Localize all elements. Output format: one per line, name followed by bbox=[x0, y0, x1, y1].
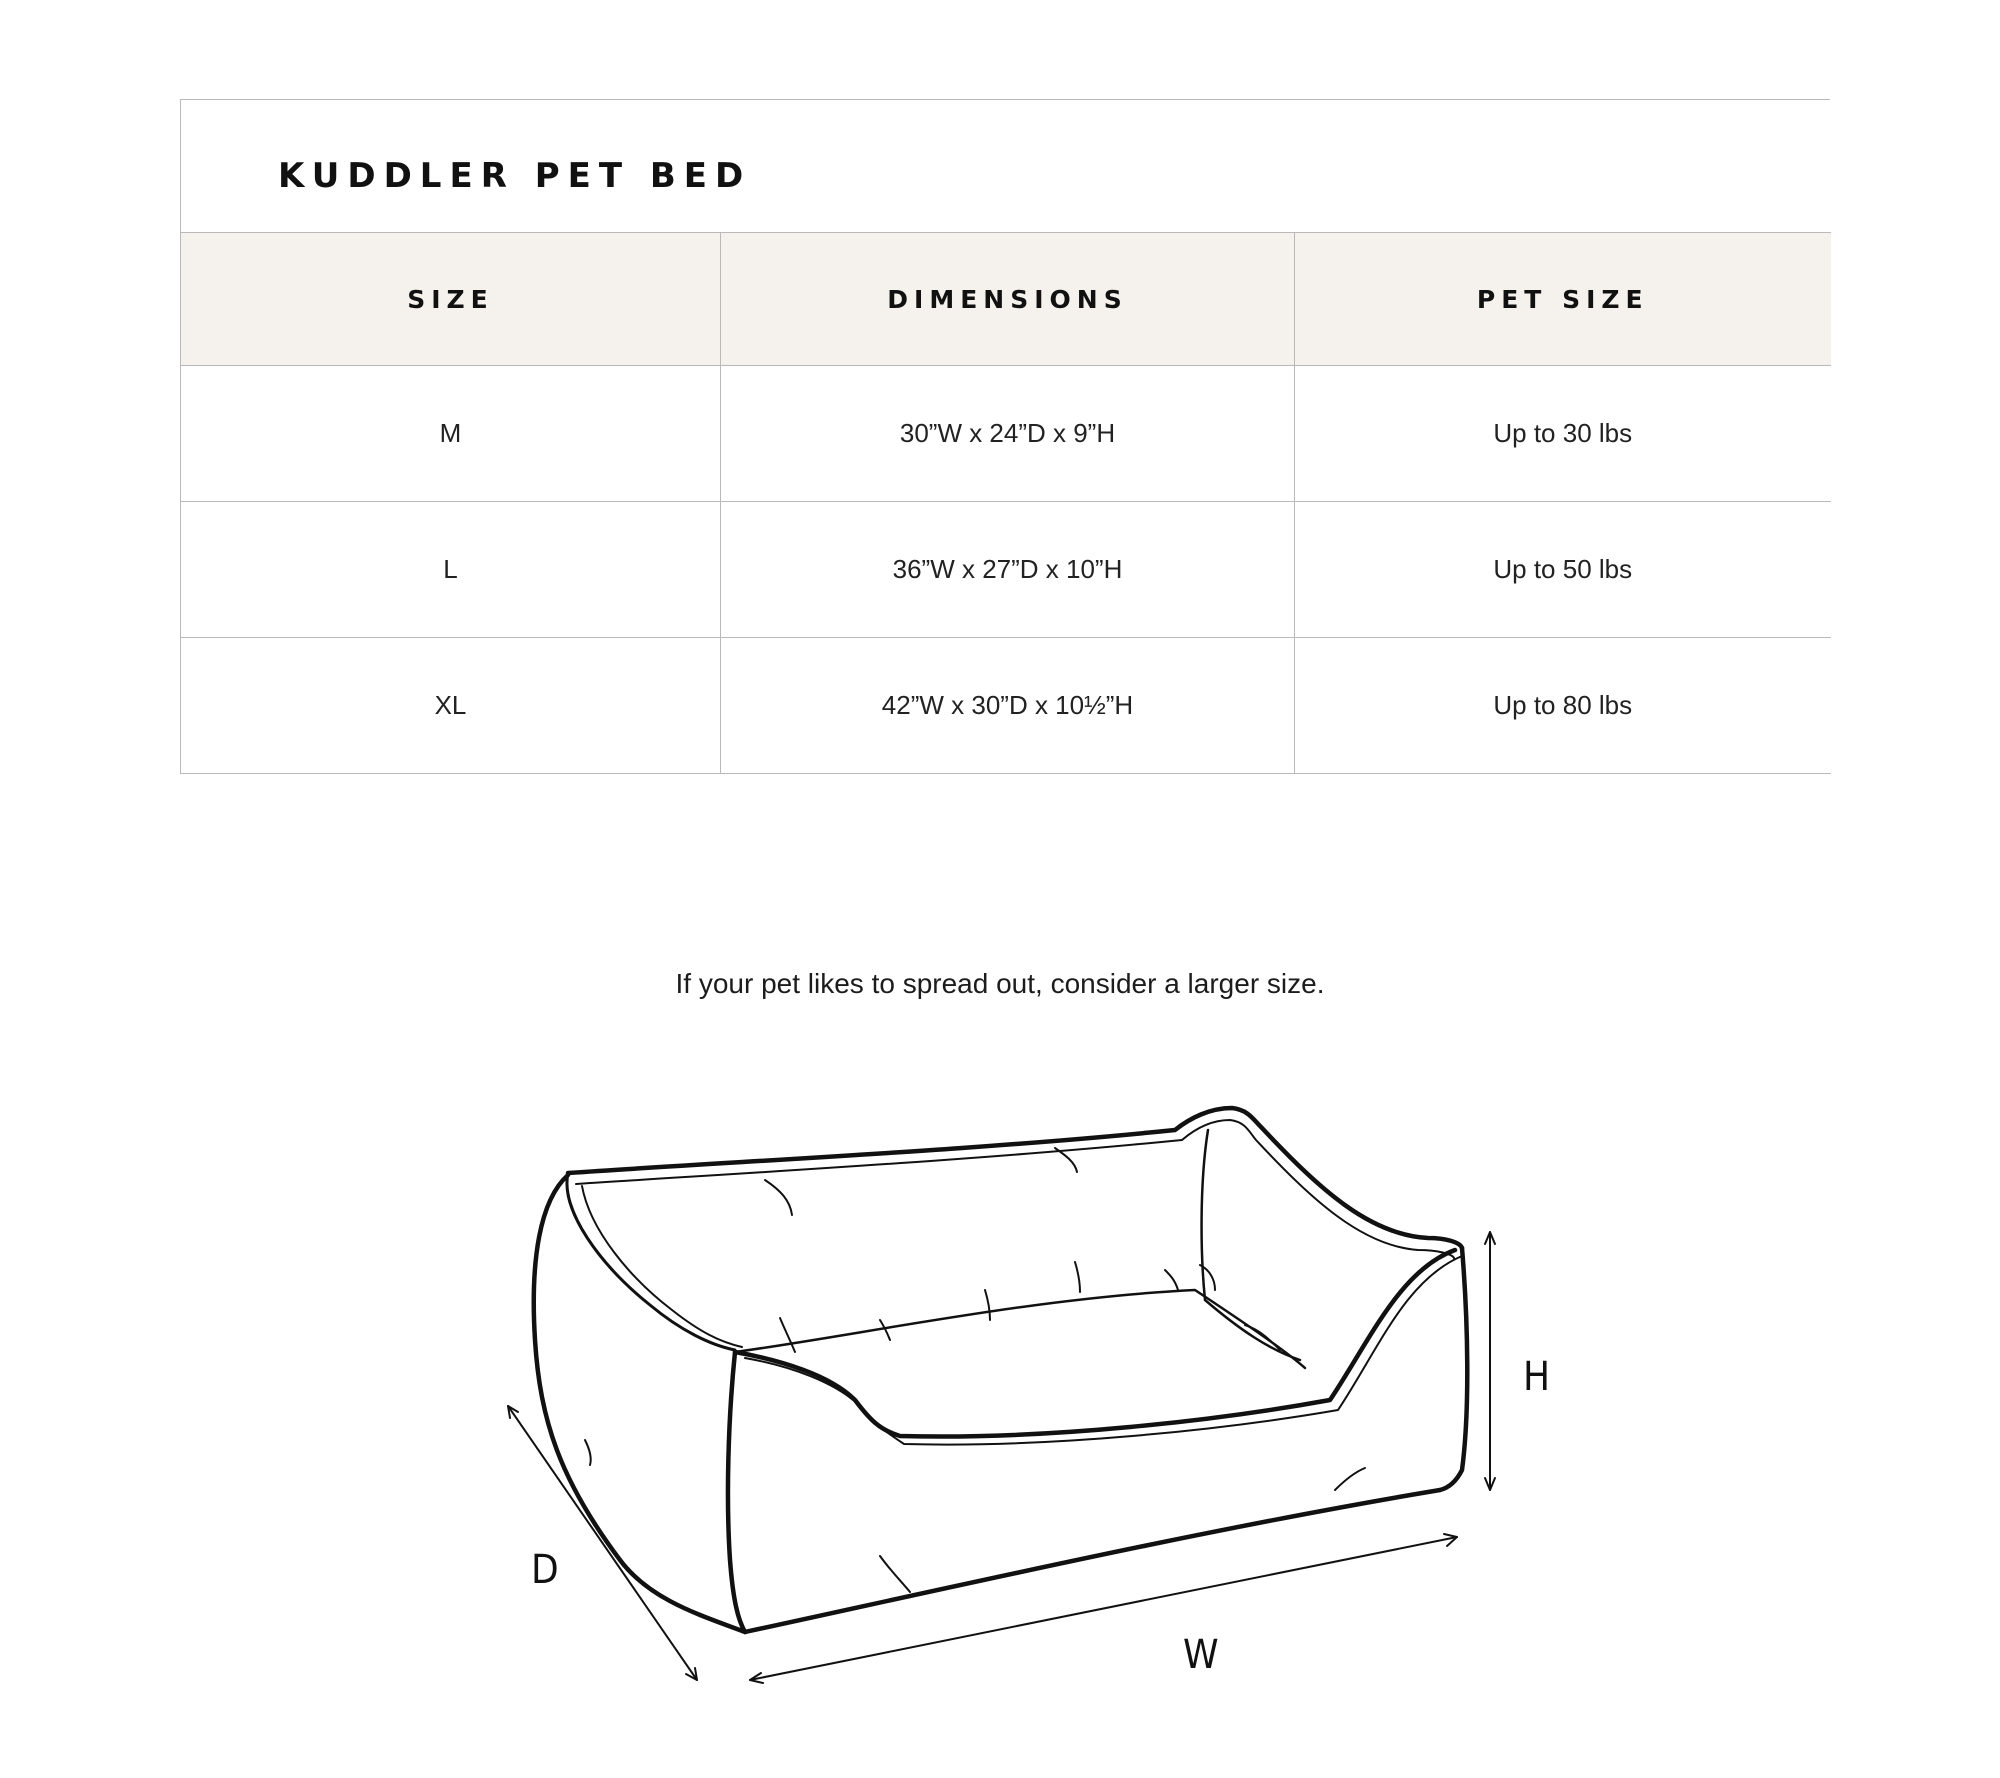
column-header-dimensions: DIMENSIONS bbox=[721, 233, 1295, 366]
height-label: H bbox=[1523, 1354, 1551, 1400]
bed-right-wing bbox=[1202, 1130, 1300, 1360]
cell-dimensions: 42”W x 30”D x 10½”H bbox=[721, 638, 1295, 774]
depth-label: D bbox=[531, 1547, 559, 1593]
cell-dimensions: 36”W x 27”D x 10”H bbox=[721, 502, 1295, 638]
depth-dimension-line bbox=[508, 1406, 697, 1680]
cell-size: M bbox=[181, 366, 721, 502]
cell-size: L bbox=[181, 502, 721, 638]
cell-pet-size: Up to 50 lbs bbox=[1295, 502, 1831, 638]
width-label: W bbox=[1183, 1632, 1219, 1678]
cell-pet-size: Up to 30 lbs bbox=[1295, 366, 1831, 502]
bed-back-rim bbox=[568, 1108, 1462, 1248]
bed-right-side bbox=[1440, 1248, 1467, 1490]
cell-pet-size: Up to 80 lbs bbox=[1295, 638, 1831, 774]
bed-left-wing bbox=[567, 1173, 735, 1350]
bed-left-side bbox=[534, 1175, 745, 1632]
cell-dimensions: 30”W x 24”D x 9”H bbox=[721, 366, 1295, 502]
bed-front-face bbox=[728, 1352, 745, 1632]
bed-front-rim bbox=[735, 1250, 1455, 1437]
bed-cushion bbox=[735, 1290, 1305, 1368]
sizing-note: If your pet likes to spread out, consider a larger size. bbox=[675, 968, 1325, 999]
product-title: KUDDLER PET BED bbox=[278, 156, 752, 196]
cell-size: XL bbox=[181, 638, 721, 774]
column-header-size: SIZE bbox=[181, 233, 721, 366]
column-header-pet-size: PET SIZE bbox=[1295, 233, 1831, 366]
